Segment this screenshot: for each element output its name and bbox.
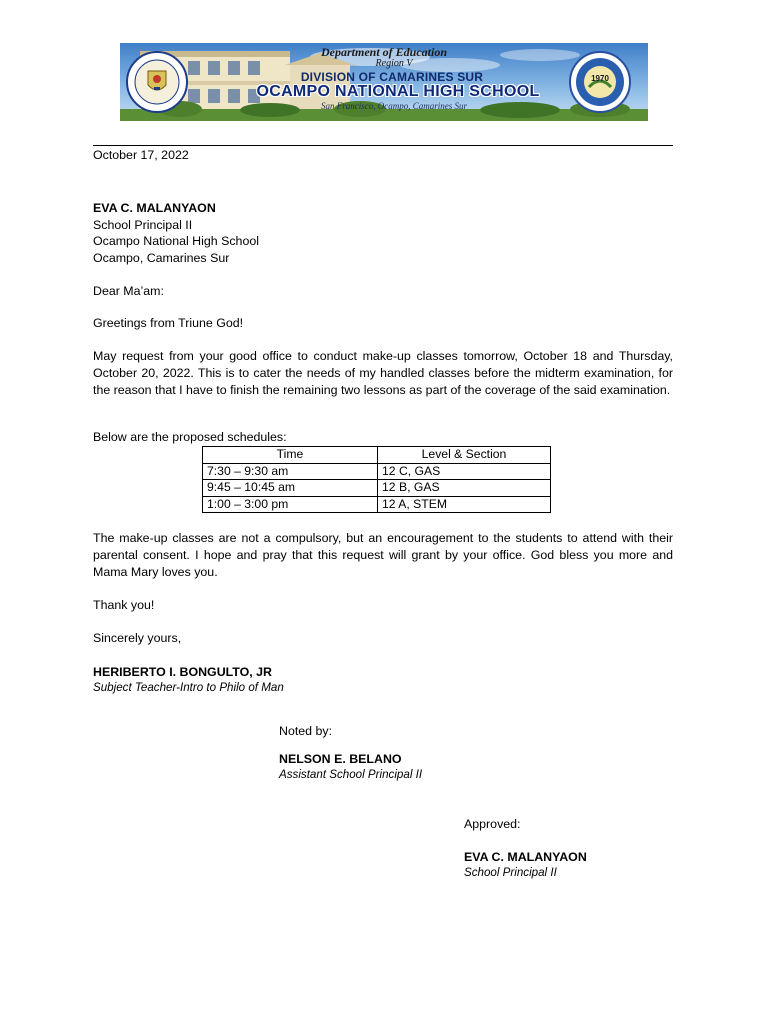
body-paragraph-1: May request from your good office to conduct make-up classes tomorrow, October 18 and Thursday, October 20, 2022. This is to cater the needs of my handled classes before the midterm examination, for the reason that I have to finish the remaining two lessons as part of the coverage of the said examination. (93, 349, 673, 397)
table-cell-section: 12 A, STEM (378, 496, 551, 513)
region-name: Region V (375, 58, 413, 69)
sender-name: HERIBERTO I. BONGULTO, JR (93, 665, 272, 679)
recipient-school: Ocampo National High School (93, 234, 259, 248)
schedule-table (202, 446, 551, 513)
body-paragraph-2: The make-up classes are not a compulsory, but an encouragement to the students to attend with their parental consent. I hope and pray that this request will grant by your office. God bless you more and Mama Mary loves you. (93, 531, 673, 579)
division-name: DIVISION OF CAMARINES SUR (300, 70, 484, 84)
school-name: OCAMPO NATIONAL HIGH SCHOOL (256, 83, 540, 100)
table-row (203, 463, 551, 480)
seal-year: 1970 (591, 74, 609, 83)
greeting: Greetings from Triune God! (93, 316, 244, 330)
letter-date: October 17, 2022 (93, 148, 189, 162)
school-address: San Francisco, Ocampo, Camarines Sur (321, 101, 467, 111)
salutation: Dear Ma’am: (93, 284, 164, 298)
recipient-name: EVA C. MALANYAON (93, 201, 216, 215)
noted-name: NELSON E. BELANO (279, 752, 402, 766)
table-cell-time: 1:00 – 3:00 pm (203, 496, 378, 513)
approved-position: School Principal II (464, 866, 557, 879)
recipient-position: School Principal II (93, 218, 193, 232)
letterhead-banner (120, 43, 648, 121)
table-row (203, 496, 551, 513)
noted-position: Assistant School Principal II (279, 768, 423, 781)
table-row (203, 480, 551, 497)
sender-position: Subject Teacher-Intro to Philo of Man (93, 681, 284, 694)
table-cell-section: 12 C, GAS (378, 463, 551, 480)
table-header-time: Time (203, 447, 378, 464)
schedule-intro: Below are the proposed schedules: (93, 430, 287, 444)
thanks: Thank you! (93, 598, 155, 612)
closing: Sincerely yours, (93, 631, 182, 645)
noted-label: Noted by: (279, 724, 333, 738)
approved-name: EVA C. MALANYAON (464, 850, 587, 864)
table-cell-time: 7:30 – 9:30 am (203, 463, 378, 480)
table-cell-time: 9:45 – 10:45 am (203, 480, 378, 497)
recipient-location: Ocampo, Camarines Sur (93, 251, 230, 265)
department-name: Department of Education (320, 45, 447, 59)
table-cell-section: 12 B, GAS (378, 480, 551, 497)
table-header-section: Level & Section (378, 447, 551, 464)
approved-label: Approved: (464, 817, 521, 831)
table-header-row (203, 447, 551, 464)
header-divider (93, 145, 673, 146)
